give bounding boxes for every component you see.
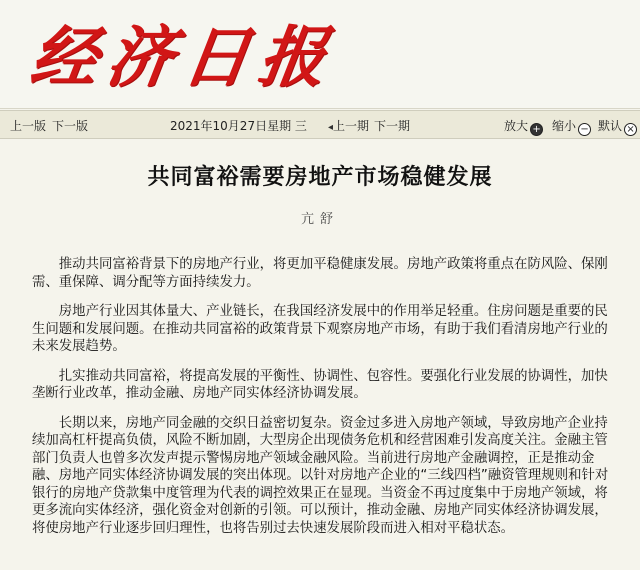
default-zoom-label: 默认 [598, 119, 623, 133]
prev-issue-link[interactable] [328, 117, 369, 134]
article-paragraph: 推动共同富裕背景下的房地产行业，将更加平稳健康发展。房地产政策将重点在防风险、保刚需、重保障、调分配等方面持续发力。 [32, 257, 608, 290]
left-arrow-icon: ◂ [328, 122, 334, 133]
zoom-in-label: 放大 [504, 119, 529, 133]
edition-navbar [0, 110, 640, 139]
issue-date: 2021年10月27日星期 三 [170, 119, 307, 133]
article-paragraph: 长期以来，房地产同金融的交织日益密切复杂。资金过多进入房地产领域，导致房地产企业持续加高杠杆提高负债，风险不断加剧，大型房企出现债务危机和经营困难引发高度关注。金融主管部门负责人也曾多次发声提示警惕房地产领域金融风险。当前进行房地产金融调控，正是推动金融、房地产同实体经济协调发展的突出体现。以针对房地产企业的“三线四档”融资管理规则和针对银行的房地产贷款集中度管理为代表的调控效果正在显现。当资金不再过度集中于房地产领域，将更多流向实体经济，强化资金对创新的引领。可以预计，推动金融、房地产同实体经济协调发展，将使房地产行业逐步回归理性，也将告别过去快速发展阶段而进入相对平稳状态。 [32, 415, 609, 536]
reset-icon: × [624, 123, 637, 136]
zoom-out-label: 缩小 [552, 119, 577, 133]
masthead-logo: 经济日报 [25, 18, 341, 96]
minus-icon: − [578, 123, 591, 136]
zoom-in-button[interactable] [504, 117, 543, 136]
prev-issue-label: 上一期 [333, 119, 370, 133]
article-author: 亢舒 [300, 212, 339, 227]
article-body [32, 256, 620, 549]
prev-edition-link[interactable]: 上一版 [10, 119, 47, 133]
plus-icon: + [530, 123, 543, 136]
article-paragraph: 扎实推动共同富裕，将提高发展的平衡性、协调性、包容性。要强化行业发展的协调性，加快垄断行业改革，推动金融、房地产同实体经济协调发展。 [32, 368, 608, 401]
article-title: 共同富裕需要房地产市场稳健发展 [147, 165, 493, 190]
masthead [0, 0, 640, 109]
article-paragraph: 房地产行业因其体量大、产业链长，在我国经济发展中的作用举足轻重。住房问题是重要的民生问题和发展问题。在推动共同富裕的政策背景下观察房地产市场，有助于我们看清房地产行业的未来发展趋势。 [32, 304, 608, 354]
next-issue-link[interactable]: 下一期 [374, 119, 411, 133]
zoom-out-button[interactable] [552, 117, 591, 136]
next-edition-link[interactable]: 下一版 [52, 119, 89, 133]
default-zoom-button[interactable] [598, 117, 637, 136]
